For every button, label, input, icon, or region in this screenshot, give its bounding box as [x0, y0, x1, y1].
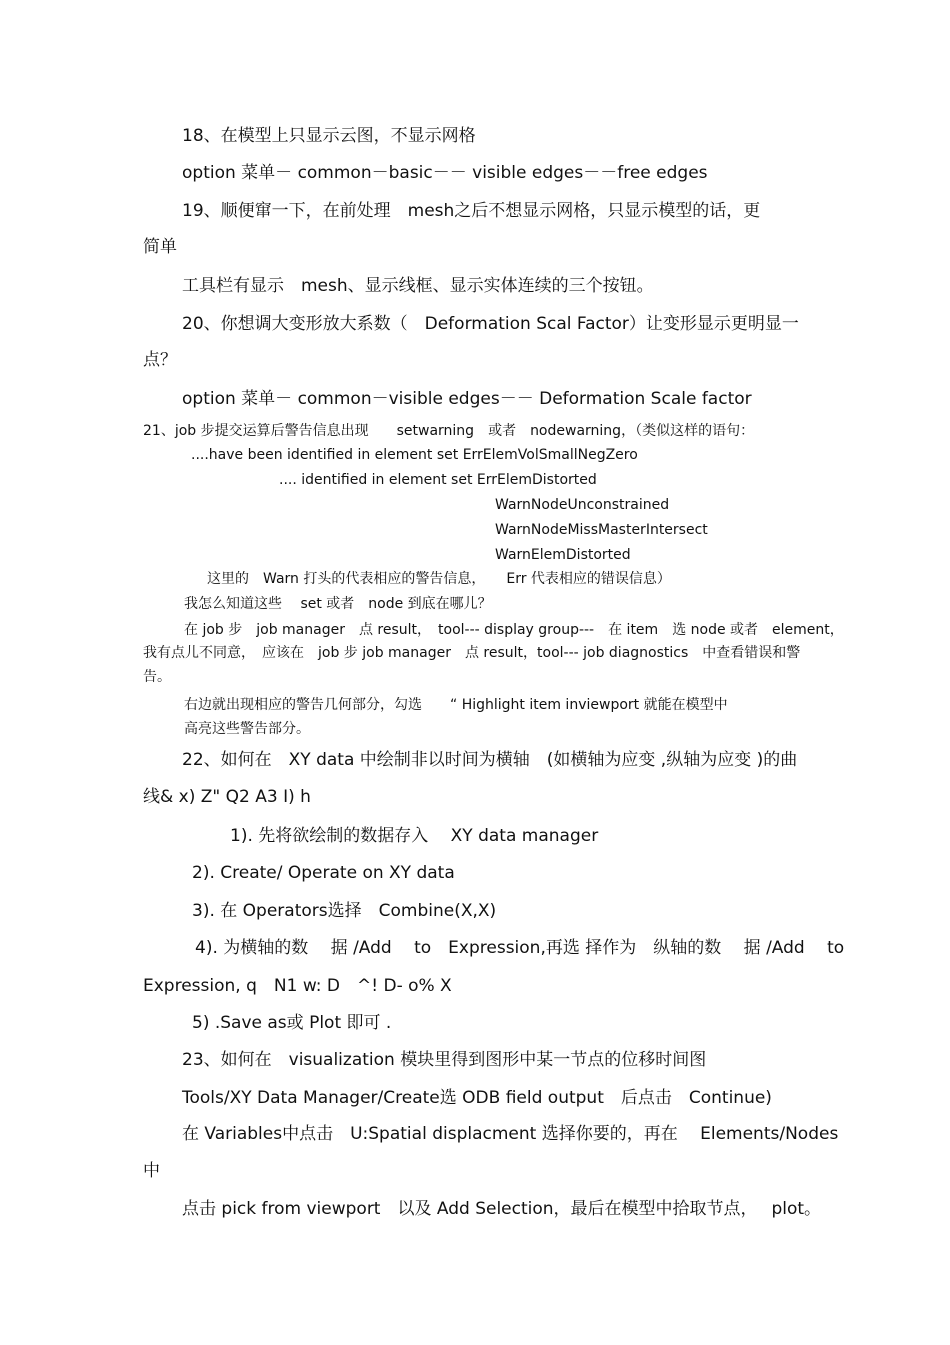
- text-line: 这里的 Warn 打头的代表相应的警告信息， Err 代表相应的错误信息）: [207, 571, 671, 587]
- heading-20: 20、你想调大变形放大系数（ Deformation Scal Factor）让变形显示更明显一: [182, 314, 799, 334]
- heading-18: 18、在模型上只显示云图，不显示网格: [182, 126, 476, 146]
- list-item: 4). 为横轴的数 据 /Add to Expression,再选 择作为 纵轴的数 据 /Add to: [195, 938, 845, 958]
- text-line: 在 Variables中点击 U:Spatial displacment 选择你要的，再在 Elements/Nodes: [182, 1124, 839, 1144]
- text-line: 点？: [143, 350, 177, 370]
- text-line: option 菜单－ common－basic－－ visible edges－－free edges: [182, 163, 708, 183]
- text-line: 我怎么知道这些 set 或者 node 到底在哪儿？: [184, 596, 492, 612]
- text-line: 线& x) Z" Q2 A3 I) h: [143, 787, 311, 807]
- text-line: 告。: [143, 669, 171, 685]
- text-line: WarnNodeUnconstrained: [495, 497, 670, 513]
- text-line: 工具栏有显示 mesh、显示线框、显示实体连续的三个按钮。: [182, 276, 654, 296]
- heading-22: 22、如何在 XY data 中绘制非以时间为横轴 (如横轴为应变 ,纵轴为应变 )的曲: [182, 750, 798, 770]
- text-line: WarnNodeMissMasterIntersect: [495, 522, 708, 538]
- text-line: 高亮这些警告部分。: [184, 721, 310, 737]
- text-line: 简单: [143, 237, 177, 257]
- text-line: .... identified in element set ErrElemDistorted: [279, 472, 597, 488]
- text-line: 我有点儿不同意， 应该在 job 步 job manager 点 result，tool--- job diagnostics 中查看错误和警: [143, 645, 801, 661]
- heading-19: 19、顺便窜一下，在前处理 mesh之后不想显示网格，只显示模型的话，更: [182, 201, 761, 221]
- heading-23: 23、如何在 visualization 模块里得到图形中某一节点的位移时间图: [182, 1050, 707, 1070]
- text-line: 中: [143, 1161, 160, 1181]
- text-line: Expression, q N1 w: D ^! D- o% X: [143, 976, 452, 996]
- list-item: 5) .Save as或 Plot 即可 .: [192, 1013, 392, 1033]
- text-line: 右边就出现相应的警告几何部分，勾选 “ Highlight item inviewport 就能在模型中: [184, 697, 728, 713]
- text-line: WarnElemDistorted: [495, 547, 631, 563]
- list-item: 3). 在 Operators选择 Combine(X,X): [192, 901, 497, 921]
- list-item: 1). 先将欲绘制的数据存入 XY data manager: [230, 826, 599, 846]
- text-line: ....have been identified in element set ErrElemVolSmallNegZero: [191, 447, 638, 463]
- text-line: 点击 pick from viewport 以及 Add Selection，最后在模型中拾取节点， plot。: [182, 1199, 822, 1219]
- text-line: Tools/XY Data Manager/Create选 ODB field output 后点击 Continue): [182, 1088, 772, 1108]
- text-line: 在 job 步 job manager 点 result， tool--- display group--- 在 item 选 node 或者 element，: [184, 622, 844, 638]
- list-item: 2). Create/ Operate on XY data: [192, 863, 455, 883]
- text-line: option 菜单－ common－visible edges－－ Deformation Scale factor: [182, 389, 752, 409]
- heading-21: 21、job 步提交运算后警告信息出现 setwarning 或者 nodewarning，（类似这样的语句：: [143, 423, 755, 439]
